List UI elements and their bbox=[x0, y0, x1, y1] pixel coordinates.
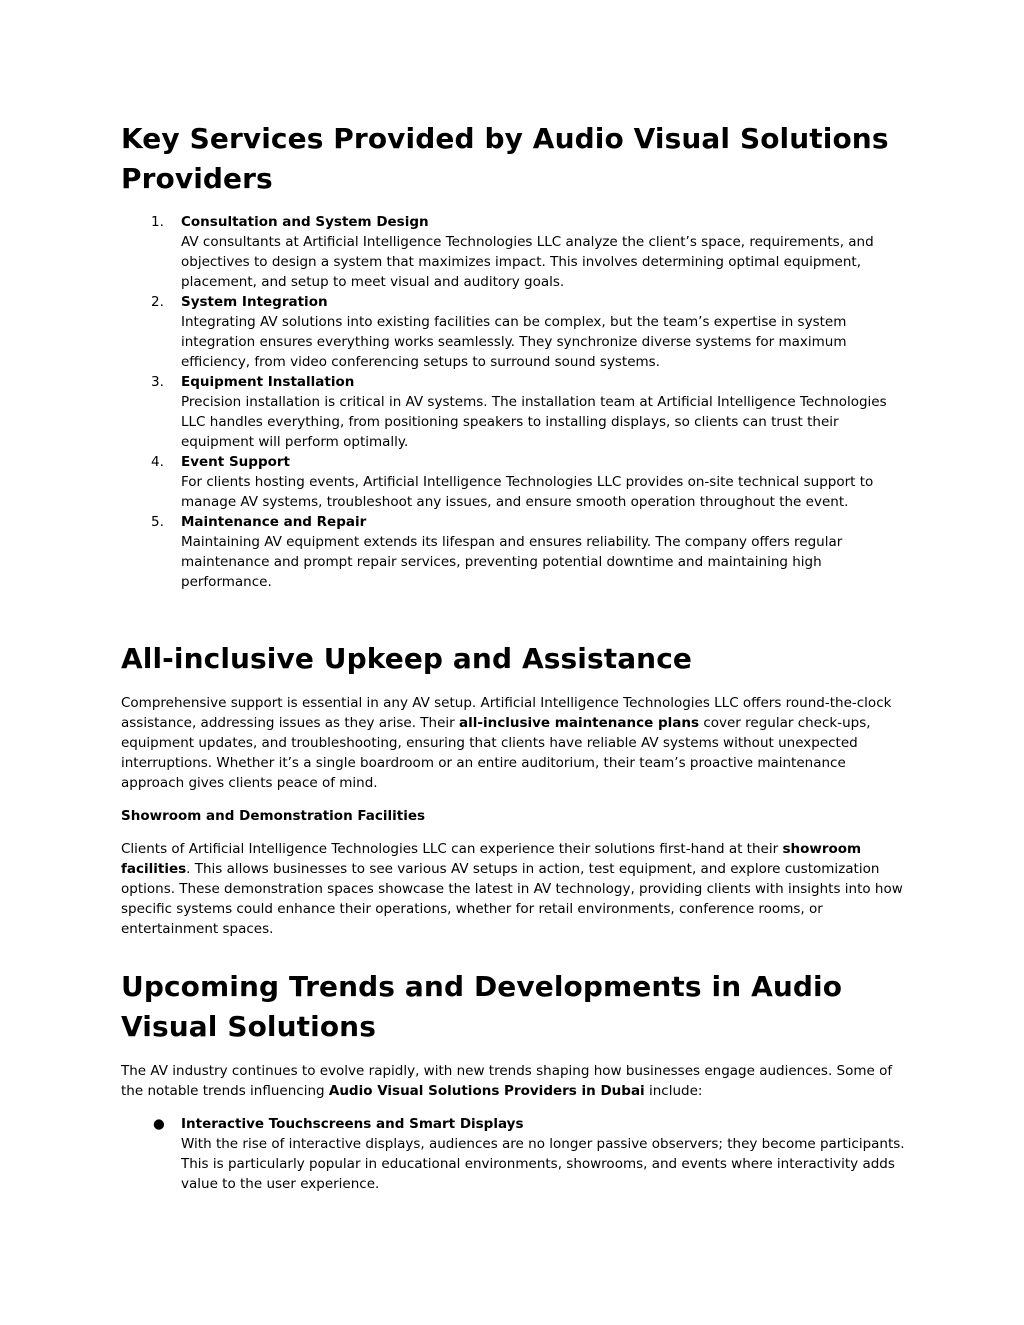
trends-paragraph bbox=[121, 1061, 906, 1101]
list-item-body: Precision installation is critical in AV systems. The installation team at Artificial Intelligence Technologies LLC handles everything, from positioning speakers to installing displays, so clients can trust their equipment will perform optimally. bbox=[181, 394, 887, 450]
list-item bbox=[121, 212, 906, 292]
subheading-showroom: Showroom and Demonstration Facilities bbox=[121, 808, 426, 824]
text-run: Clients of Artificial Intelligence Technologies LLC can experience their solutions first-hand at their bbox=[121, 841, 783, 857]
list-number: 4. bbox=[151, 454, 164, 470]
list-item-body: Integrating AV solutions into existing facilities can be complex, but the team’s expertise in system integration ensures everything works seamlessly. They synchronize diverse systems for maximum efficiency, from video conferencing setups to surround sound systems. bbox=[181, 314, 847, 370]
list-item-title: Equipment Installation bbox=[181, 374, 355, 390]
list-item-title: Consultation and System Design bbox=[181, 214, 429, 230]
bold-text: all-inclusive maintenance plans bbox=[459, 715, 700, 731]
list-item-body: AV consultants at Artificial Intelligence Technologies LLC analyze the client’s space, requirements, and objectives to design a system that maximizes impact. This involves determining optimal equipment, placement, and setup to meet visual and auditory goals. bbox=[181, 234, 874, 290]
text-run: include: bbox=[644, 1083, 703, 1099]
section-heading-trends: Upcoming Trends and Developments in Audio Visual Solutions bbox=[121, 970, 843, 1043]
text-run: The AV industry continues to evolve rapidly, with new trends shaping how businesses engage audiences. Some of the notable trends influencing bbox=[121, 1063, 893, 1099]
list-item-body: With the rise of interactive displays, audiences are no longer passive observers; they become participants. This is particularly popular in educational environments, showrooms, and events where interactivity adds value to the user experience. bbox=[181, 1136, 905, 1192]
bullet-icon: ● bbox=[153, 1116, 165, 1132]
bold-text: showroom facilities bbox=[121, 841, 862, 877]
showroom-paragraph bbox=[121, 839, 906, 939]
text-run: Comprehensive support is essential in any AV setup. Artificial Intelligence Technologies LLC offers round-the-clock assistance, addressing issues as they arise. Their bbox=[121, 695, 892, 731]
list-number: 3. bbox=[151, 374, 164, 390]
list-number: 2. bbox=[151, 294, 164, 310]
list-item bbox=[121, 292, 906, 372]
list-item-title: Maintenance and Repair bbox=[181, 514, 367, 530]
section-heading-upkeep: All-inclusive Upkeep and Assistance bbox=[121, 642, 693, 675]
services-list bbox=[121, 212, 906, 592]
list-item bbox=[121, 512, 906, 592]
text-run: . This allows businesses to see various AV setups in action, test equipment, and explore customization options. These demonstration spaces showcase the latest in AV technology, providing clients with insights into how specific systems could enhance their operations, whether for retail environments, conference rooms, or entertainment spaces. bbox=[121, 861, 903, 937]
list-number: 5. bbox=[151, 514, 164, 530]
upkeep-paragraph bbox=[121, 693, 906, 793]
list-item-title: Interactive Touchscreens and Smart Displays bbox=[181, 1116, 524, 1132]
list-item bbox=[121, 372, 906, 452]
trends-list bbox=[121, 1114, 906, 1194]
list-item-body: Maintaining AV equipment extends its lifespan and ensures reliability. The company offers regular maintenance and prompt repair services, preventing potential downtime and maintaining high performance. bbox=[181, 534, 843, 590]
list-item-body: For clients hosting events, Artificial Intelligence Technologies LLC provides on-site technical support to manage AV systems, troubleshoot any issues, and ensure smooth operation throughout the event. bbox=[181, 474, 874, 510]
text-run: cover regular check-ups, equipment updates, and troubleshooting, ensuring that clients have reliable AV systems without unexpected interruptions. Whether it’s a single boardroom or an entire auditorium, their team’s proactive maintenance approach gives clients peace of mind. bbox=[121, 715, 871, 791]
bold-text: Audio Visual Solutions Providers in Dubai bbox=[328, 1083, 645, 1099]
list-item bbox=[121, 1114, 906, 1194]
list-number: 1. bbox=[151, 214, 164, 230]
section-heading-key-services: Key Services Provided by Audio Visual Solutions Providers bbox=[121, 122, 889, 195]
list-item-title: Event Support bbox=[181, 454, 290, 470]
list-item-title: System Integration bbox=[181, 294, 328, 310]
list-item bbox=[121, 452, 906, 512]
